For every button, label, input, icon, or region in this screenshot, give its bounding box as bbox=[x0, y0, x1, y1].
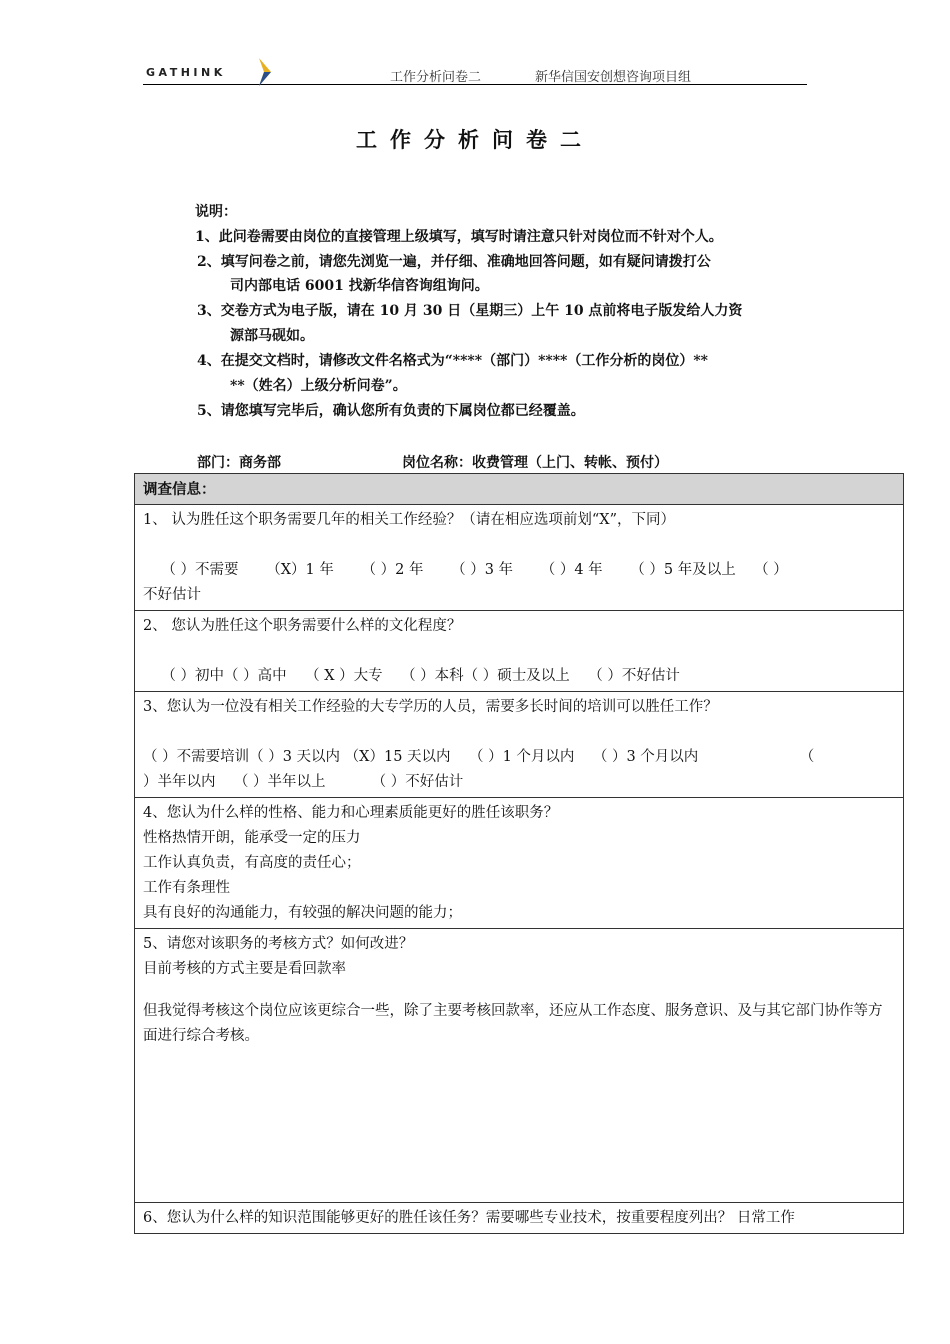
logo-arrow-icon bbox=[257, 58, 273, 86]
question-5: 5、请您对该职务的考核方式？如何改进？ bbox=[143, 936, 414, 952]
instruction-item-2b: 司内部电话 6001 找新华信咨询组询问。 bbox=[230, 278, 489, 294]
question-4-answer: 性格热情开朗，能承受一定的压力 bbox=[143, 830, 361, 846]
question-2-options: （ ）初中（ ）高中 （ X ）大专 （ ）本科（ ）硕士及以上 （ ）不好估计 bbox=[143, 668, 680, 684]
question-4-answer: 工作有条理性 bbox=[143, 880, 230, 896]
instructions-heading: 说明： bbox=[195, 204, 237, 220]
question-3-options-cont: ）半年以内 （ ）半年以上 （ ）不好估计 bbox=[143, 774, 464, 790]
question-row-3 bbox=[135, 692, 904, 798]
question-4: 4、您认为什么样的性格、能力和心理素质能更好的胜任该职务？ bbox=[143, 805, 559, 821]
question-6: 6、您认为什么样的知识范围能够更好的胜任该任务？需要哪些专业技术，按重要程度列出？ 日常工作 bbox=[143, 1210, 795, 1226]
question-row-5 bbox=[135, 929, 904, 1203]
question-1-options-cont: 不好估计 bbox=[143, 587, 201, 603]
page-header bbox=[143, 58, 807, 85]
instruction-item-5: 5、请您填写完毕后，确认您所有负责的下属岗位都已经覆盖。 bbox=[197, 403, 585, 419]
question-5-answer-2: 但我觉得考核这个岗位应该更综合一些，除了主要考核回款率，还应从工作态度、服务意识、及与其它部门协作等方面进行综合考核。 bbox=[143, 1003, 883, 1044]
question-1: 1、 认为胜任这个职务需要几年的相关工作经验？（请在相应选项前划“X”，下同） bbox=[143, 512, 675, 528]
instruction-item-3b: 源部马砚如。 bbox=[230, 328, 314, 344]
question-row-6 bbox=[135, 1203, 904, 1234]
question-cell-2 bbox=[135, 611, 904, 692]
survey-heading: 调查信息： bbox=[135, 474, 904, 505]
question-cell-3 bbox=[135, 692, 904, 798]
header-doc-title: 工作分析问卷二 bbox=[390, 70, 482, 85]
company-logo: GATHINK bbox=[146, 66, 226, 79]
instruction-item-4a: 4、在提交文档时，请修改文件名格式为“****（部门）****（工作分析的岗位）** bbox=[197, 353, 709, 369]
page-title: 工作分析问卷二 bbox=[356, 127, 594, 152]
instruction-item-1: 1、此问卷需要由岗位的直接管理上级填写，填写时请注意只针对岗位而不针对个人。 bbox=[195, 229, 723, 245]
question-4-answer: 具有良好的沟通能力，有较强的解决问题的能力； bbox=[143, 905, 462, 921]
question-row-2 bbox=[135, 611, 904, 692]
instruction-item-3a: 3、交卷方式为电子版，请在 10 月 30 日（星期三）上午 10 点前将电子版发给人力资 bbox=[197, 303, 743, 319]
position-label: 岗位名称：收费管理（上门、转帐、预付） bbox=[402, 455, 668, 471]
question-row-4 bbox=[135, 798, 904, 929]
question-cell-6 bbox=[135, 1203, 904, 1234]
instruction-item-4b: **（姓名）上级分析问卷”。 bbox=[230, 378, 407, 394]
question-1-options: （ ）不需要 （X）1 年 （ ）2 年 （ ）3 年 （ ）4 年 （ ）5 年及以上 （ ） bbox=[143, 562, 788, 578]
question-5-answer-1: 目前考核的方式主要是看回款率 bbox=[143, 961, 346, 977]
department-label: 部门：商务部 bbox=[197, 455, 281, 471]
question-4-answer: 工作认真负责，有高度的责任心； bbox=[143, 855, 361, 871]
question-cell-4 bbox=[135, 798, 904, 929]
question-cell-5 bbox=[135, 929, 904, 1203]
header-org: 新华信国安创想咨询项目组 bbox=[535, 70, 692, 85]
survey-table bbox=[134, 473, 904, 1234]
question-3: 3、您认为一位没有相关工作经验的大专学历的人员，需要多长时间的培训可以胜任工作？ bbox=[143, 699, 718, 715]
question-row-1 bbox=[135, 505, 904, 611]
question-cell-1 bbox=[135, 505, 904, 611]
question-2: 2、 您认为胜任这个职务需要什么样的文化程度？ bbox=[143, 618, 462, 634]
instruction-item-2a: 2、填写问卷之前，请您先浏览一遍，并仔细、准确地回答问题，如有疑问请拨打公 bbox=[197, 254, 711, 270]
question-3-options: （ ）不需要培训（ ）3 天以内 （X）15 天以内 （ ）1 个月以内 （ ）3 个月以内 （ bbox=[143, 749, 815, 765]
survey-heading-row bbox=[135, 474, 904, 505]
